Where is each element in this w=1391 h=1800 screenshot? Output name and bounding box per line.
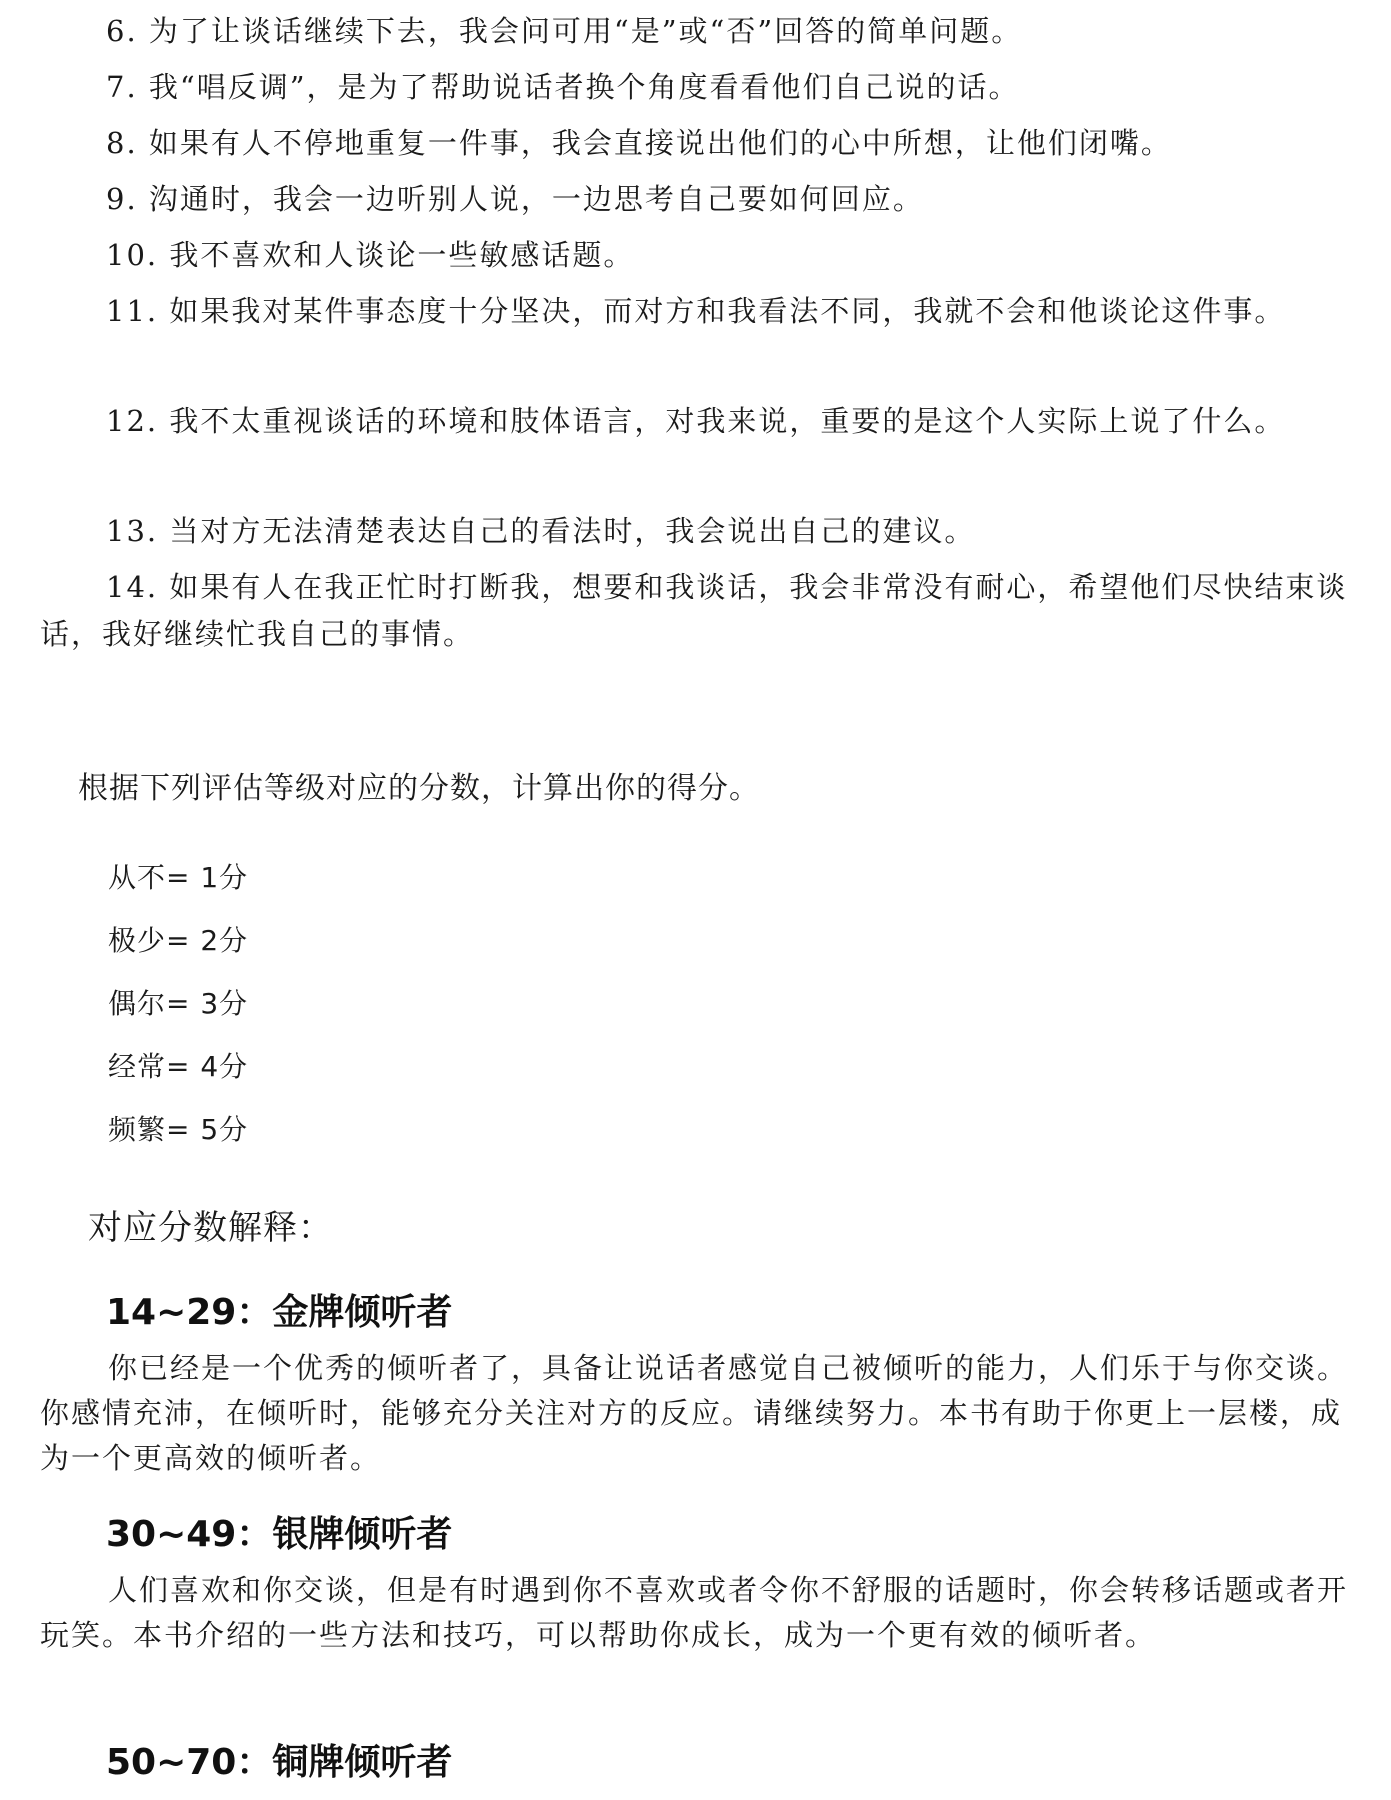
tier-heading-bronze: 50~70：铜牌倾听者 (106, 1742, 453, 1783)
scale-item-rarely: 极少= 2分 (108, 924, 249, 957)
explain-title: 对应分数解释： (88, 1208, 333, 1248)
question-6: 6. 为了让谈话继续下去，我会问可用“是”或“否”回答的简单问题。 (106, 14, 1023, 48)
scale-item-sometimes: 偶尔= 3分 (108, 987, 249, 1020)
scale-item-frequently: 频繁= 5分 (108, 1113, 249, 1146)
scale-item-often: 经常= 4分 (108, 1050, 249, 1083)
question-8: 8. 如果有人不停地重复一件事，我会直接说出他们的心中所想，让他们闭嘴。 (106, 126, 1172, 160)
question-10: 10. 我不喜欢和人谈论一些敏感话题。 (106, 238, 635, 272)
question-7: 7. 我“唱反调”，是为了帮助说话者换个角度看看他们自己说的话。 (106, 70, 1020, 104)
scale-item-never: 从不= 1分 (108, 861, 249, 894)
tier-description-gold: 你已经是一个优秀的倾听者了，具备让说话者感觉自己被倾听的能力，人们乐于与你交谈。你感情充沛，在倾听时，能够充分关注对方的反应。请继续努力。本书有助于你更上一层楼，成为一个更高效的倾听者。 (40, 1351, 1349, 1475)
question-13: 13. 当对方无法清楚表达自己的看法时，我会说出自己的建议。 (106, 514, 976, 548)
question-14: 14. 如果有人在我正忙时打断我，想要和我谈话，我会非常没有耐心，希望他们尽快结束谈话，我好继续忙我自己的事情。 (40, 570, 1348, 651)
question-11: 11. 如果我对某件事态度十分坚决，而对方和我看法不同，我就不会和他谈论这件事。 (106, 294, 1286, 328)
scoring-intro: 根据下列评估等级对应的分数，计算出你的得分。 (78, 771, 760, 806)
tier-heading-silver: 30~49：银牌倾听者 (106, 1514, 453, 1555)
tier-heading-gold: 14~29：金牌倾听者 (106, 1292, 453, 1333)
question-9: 9. 沟通时，我会一边听别人说，一边思考自己要如何回应。 (106, 182, 924, 216)
tier-description-silver: 人们喜欢和你交谈，但是有时遇到你不喜欢或者令你不舒服的话题时，你会转移话题或者开玩笑。本书介绍的一些方法和技巧，可以帮助你成长，成为一个更有效的倾听者。 (40, 1573, 1349, 1652)
question-12: 12. 我不太重视谈话的环境和肢体语言，对我来说，重要的是这个人实际上说了什么。 (106, 404, 1286, 438)
